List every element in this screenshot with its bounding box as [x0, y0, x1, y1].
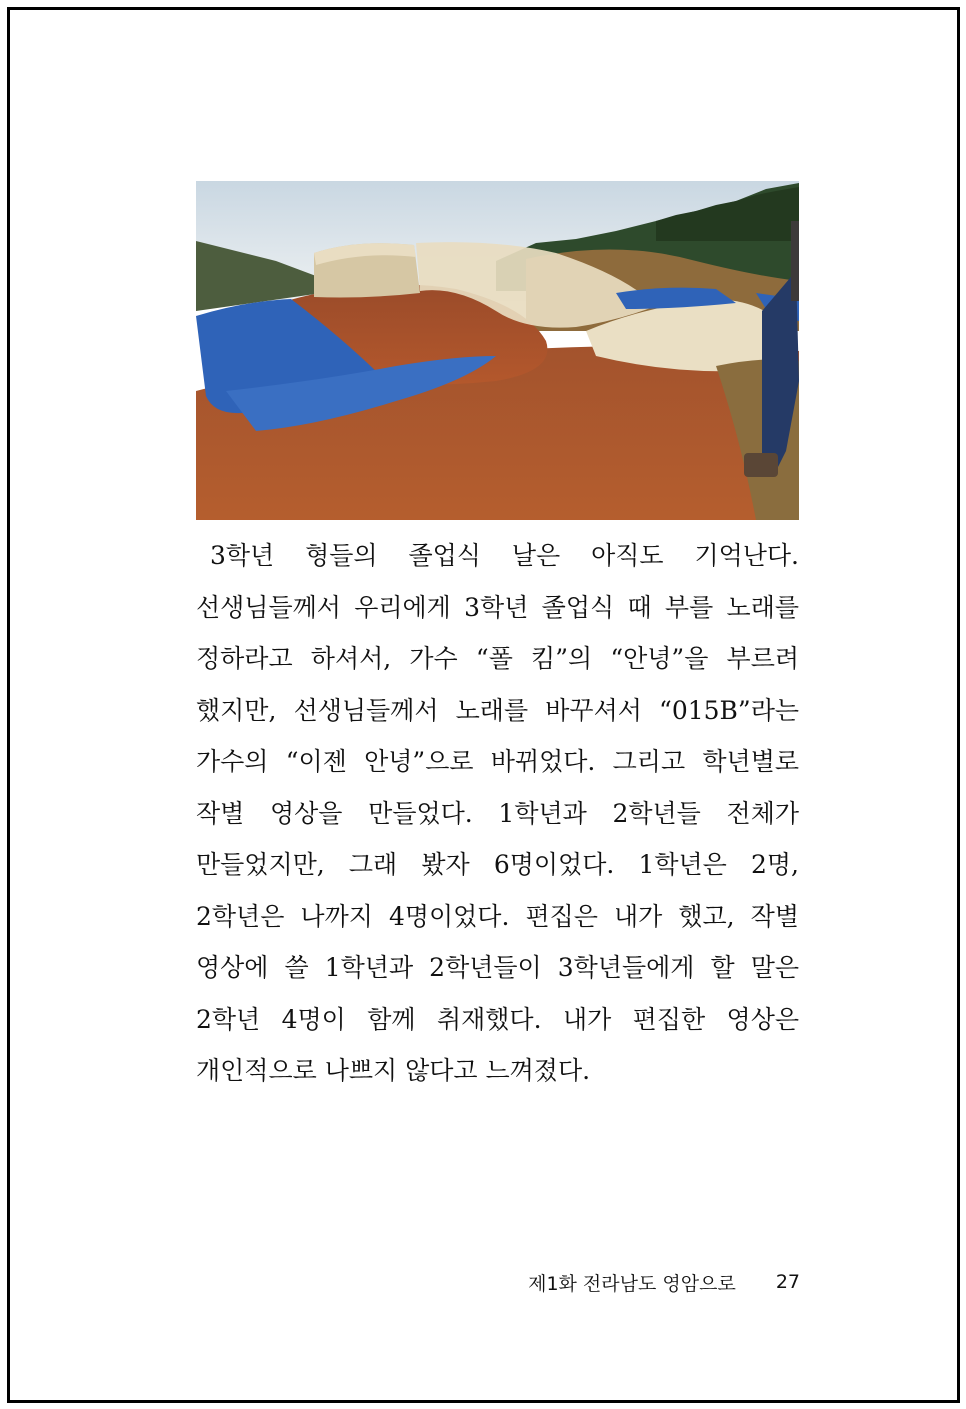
chapter-title: 제1화 전라남도 영암으로 — [528, 1272, 736, 1295]
photo-tomb-tarps — [196, 181, 799, 520]
body-paragraph: 3학년 형들의 졸업식 날은 아직도 기억난다. 선생님들께서 우리에게 3학년 졸업식 때 부를 노래를 정하라고 하셔서, 가수 “폴 킴”의 “안녕”을 부르려 했지만, 선생님들께서 노래를 바꾸셔서 “015B”라는 가수의 “이젠 안녕”으로 바뀌었다. 그리고 학년별로 작별 영상을 만들었다. 1학년과 2학년들 전체가 만들었지만, 그래 봤자 6명이었다. 1학년은 2명, 2학년은 나까지 4명이었다. 편집은 내가 했고, 작별 영상에 쓸 1학년과 2학년들이 3학년들에게 할 말은 2학년 4명이 함께 취재했다. 내가 편집한 영상은 개인적으로 나쁘지 않다고 느껴졌다. — [196, 541, 799, 1085]
page-number: 27 — [775, 1271, 800, 1293]
page-footer — [480, 1266, 800, 1298]
